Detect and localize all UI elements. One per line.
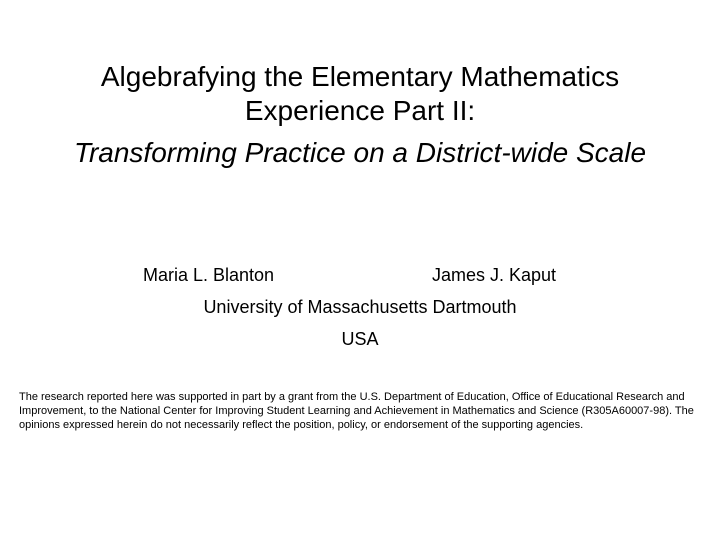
affiliation: University of Massachusetts Dartmouth — [203, 297, 517, 317]
author-name-kaput: James J. Kaput — [432, 265, 557, 285]
authors-block — [20, 262, 700, 352]
funding-footnote: The research reported here was supported in part by a grant from the U.S. Department of Education, Office of Educational Research and Improvement, to the National Center for Improving Student Learning and Achievement in Mathematics and Science (R305A60007-98). The opinions expressed herein do not necessarily reflect the position, policy, or endorsement of the supporting agencies. — [19, 391, 694, 431]
country: USA — [341, 329, 379, 349]
slide-subtitle: Transforming Practice on a District-wide Scale — [73, 137, 647, 168]
author-row — [20, 262, 700, 288]
author-name-blanton: Maria L. Blanton — [143, 265, 275, 285]
slide-title-line-1: Algebrafying the Elementary Mathematics — [100, 61, 620, 92]
slide-title-line-2: Experience Part II: — [244, 95, 476, 126]
title-block — [20, 60, 700, 170]
